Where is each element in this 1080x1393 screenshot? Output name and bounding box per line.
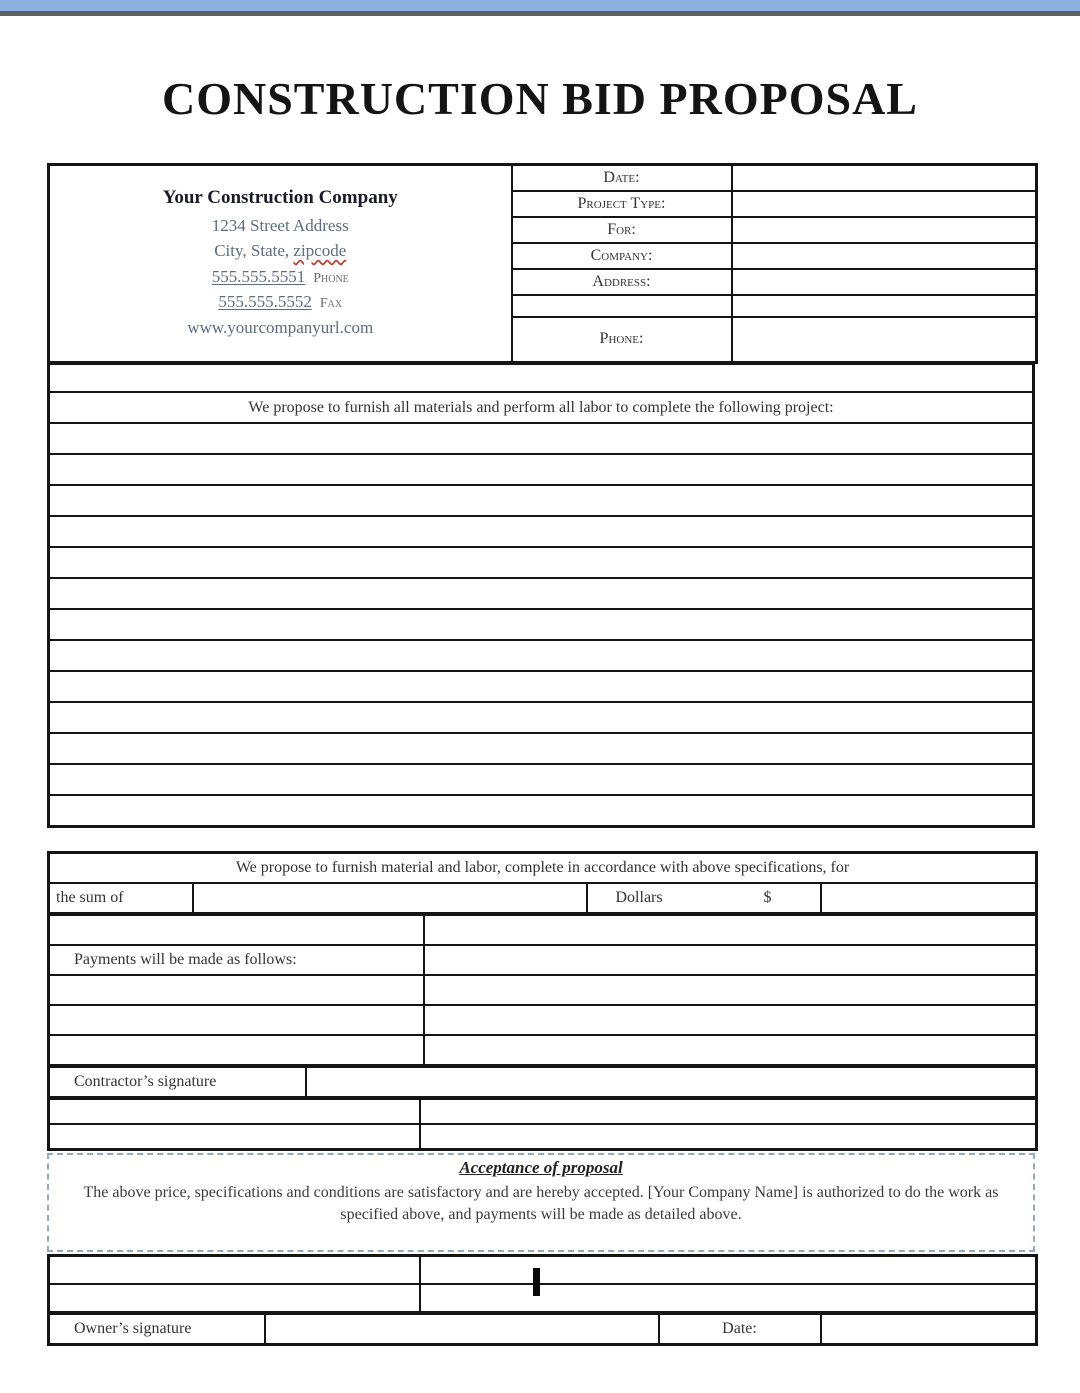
acceptance-date-cell[interactable] [821,1314,1037,1345]
company-phone-line [56,264,505,290]
dollars-label: Dollars [615,889,663,906]
window-top-divider [0,11,1080,16]
fax-suffix-label: Fax [319,296,343,312]
blank-label-cell [512,295,732,317]
project-type-value-cell[interactable] [732,191,1037,217]
owner-signature-cell[interactable] [265,1314,659,1345]
blank-left-cell[interactable] [49,1035,424,1066]
payments-label: Payments will be made as follows: [49,945,424,975]
payments-table [47,913,1038,1067]
blank-right-cell[interactable] [424,915,1037,946]
scope-blank-line[interactable] [49,795,1034,827]
window-top-bar [0,0,1080,11]
scope-blank-top[interactable] [49,364,1034,393]
company-address-line2 [56,238,505,264]
sum-amount-words-cell[interactable] [193,883,587,914]
blank-right-cell[interactable] [420,1124,1037,1150]
pricing-table [47,851,1038,915]
payments-value-cell[interactable] [424,945,1037,975]
company-fax-line [56,289,505,315]
scope-blank-line[interactable] [49,640,1034,671]
address-value-cell[interactable] [732,269,1037,295]
document-body [47,163,1035,1346]
acceptance-heading: Acceptance of proposal [459,1158,623,1177]
scope-blank-line[interactable] [49,485,1034,516]
owner-signature-table [47,1312,1038,1346]
company-label: Company: [512,243,732,269]
acceptance-textbox [47,1153,1035,1252]
scope-blank-line[interactable] [49,516,1034,547]
blank-left-cell[interactable] [49,1005,424,1035]
dollar-sign: $ [763,889,772,906]
blank-right-cell[interactable] [420,1284,1037,1313]
contractor-signature-cell[interactable] [306,1067,1037,1098]
page-title: CONSTRUCTION BID PROPOSAL [162,73,918,124]
sum-of-label: the sum of [49,883,193,914]
company-address-line1: 1234 Street Address [211,215,349,235]
owner-signature-label: Owner’s signature [49,1314,265,1345]
project-type-label: Project Type: [512,191,732,217]
date-label: Date: [512,165,732,191]
phone-value-cell[interactable] [732,317,1037,363]
header-table [47,163,1038,364]
blank-left-cell[interactable] [49,1256,420,1285]
scope-blank-line[interactable] [49,609,1034,640]
scope-blank-line[interactable] [49,764,1034,795]
phone-suffix-label: Phone [313,270,349,286]
company-phone-number: 555.555.5551 [211,266,306,286]
company-name: Your Construction Company [162,186,398,208]
blank-right-cell[interactable] [420,1256,1037,1285]
acceptance-date-label: Date: [659,1314,821,1345]
scope-blank-line[interactable] [49,423,1034,454]
company-info-panel [49,165,512,363]
scope-blank-lines [49,423,1034,827]
scope-blank-line[interactable] [49,578,1034,609]
scope-blank-line[interactable] [49,547,1034,578]
scope-table [47,362,1035,828]
post-acceptance-blank-table [47,1254,1038,1314]
scope-blank-line[interactable] [49,454,1034,485]
contractor-signature-label: Contractor’s signature [49,1067,306,1098]
scope-blank-line[interactable] [49,733,1034,764]
address-label: Address: [512,269,732,295]
blank-right-cell[interactable] [420,1099,1037,1125]
blank-left-cell[interactable] [49,1124,420,1150]
acceptance-body-text: The above price, specifications and conditions are satisfactory and are hereby accepted. [Your Company Name] is authorized to do the work as specified above, and payments will be made as detailed above. [83,1184,999,1224]
pre-acceptance-blank-table [47,1097,1038,1151]
contractor-signature-table [47,1065,1038,1099]
phone-label: Phone: [512,317,732,363]
scope-blank-line[interactable] [49,702,1034,733]
blank-left-cell[interactable] [49,915,424,946]
text-insertion-cursor[interactable] [533,1268,540,1296]
date-value-cell[interactable] [732,165,1037,191]
blank-left-cell[interactable] [49,975,424,1005]
company-fax-number: 555.555.5552 [218,292,312,312]
blank-value-cell[interactable] [732,295,1037,317]
blank-left-cell[interactable] [49,1284,420,1313]
for-label: For: [512,217,732,243]
scope-intro-text: We propose to furnish all materials and perform all labor to complete the following project: [49,392,1034,423]
blank-right-cell[interactable] [424,975,1037,1005]
for-value-cell[interactable] [732,217,1037,243]
dollars-cell [587,883,821,914]
scope-blank-line[interactable] [49,671,1034,702]
sum-amount-numeric-cell[interactable] [821,883,1037,914]
blank-left-cell[interactable] [49,1099,420,1125]
company-website: www.yourcompanyurl.com [187,317,374,337]
pricing-statement: We propose to furnish material and labor, complete in accordance with above specifications, for [49,853,1037,884]
company-city-state: City, State, [214,241,294,261]
company-zipcode: zipcode [293,241,347,261]
blank-right-cell[interactable] [424,1035,1037,1066]
blank-right-cell[interactable] [424,1005,1037,1035]
company-value-cell[interactable] [732,243,1037,269]
